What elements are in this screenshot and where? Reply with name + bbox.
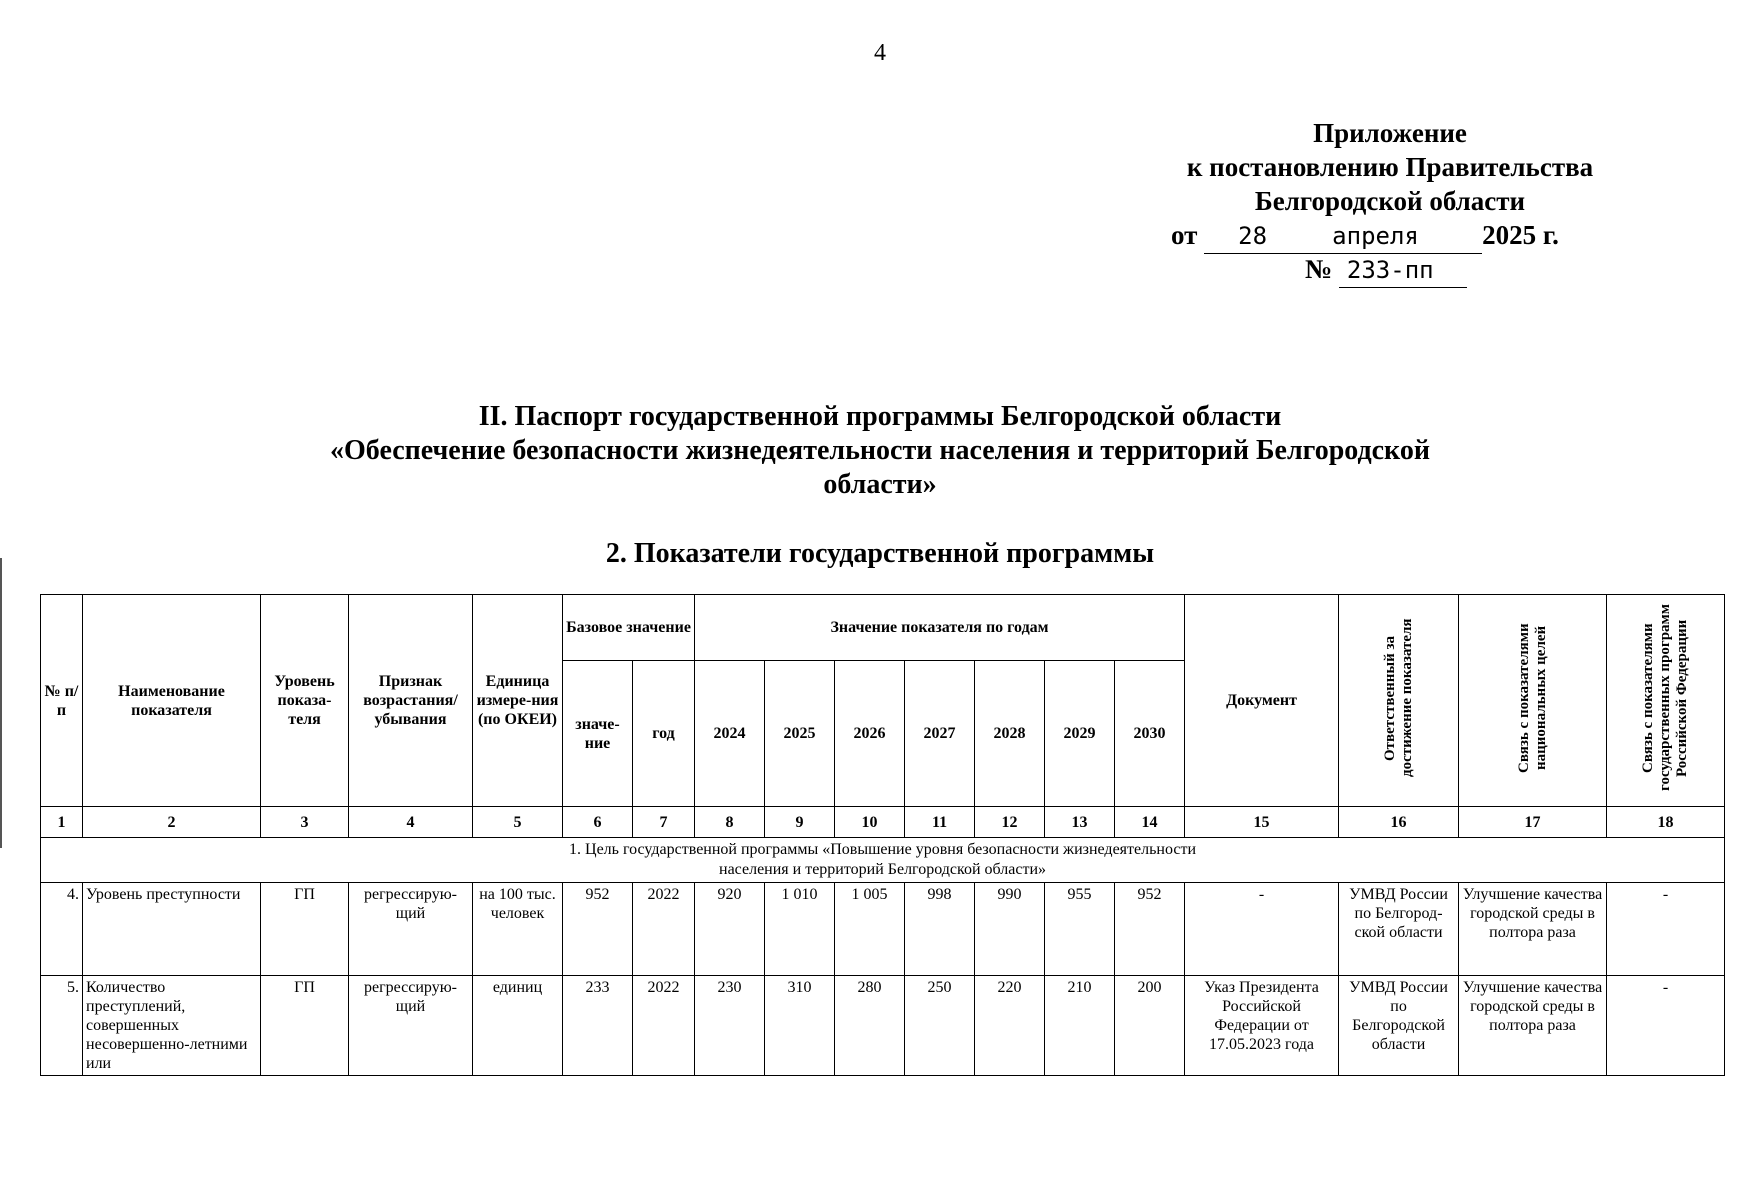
column-number: 16 <box>1339 807 1459 838</box>
number-prefix: № <box>1305 254 1333 284</box>
header-base-value: значе-ние <box>563 661 633 807</box>
row-value-2026: 280 <box>835 976 905 1076</box>
header-year-2024: 2024 <box>695 661 765 807</box>
row-base-year: 2022 <box>633 976 695 1076</box>
column-number: 6 <box>563 807 633 838</box>
column-number-row <box>41 807 1725 838</box>
row-base-value: 233 <box>563 976 633 1076</box>
column-number: 18 <box>1607 807 1725 838</box>
header-base-year: год <box>633 661 695 807</box>
header-year-2027: 2027 <box>905 661 975 807</box>
appendix-line-3: Белгородской области <box>1254 186 1526 216</box>
column-number: 5 <box>473 807 563 838</box>
header-num: № п/п <box>41 595 83 807</box>
row-num: 4. <box>41 883 83 976</box>
appendix-line-2: к постановлению Правительства <box>1186 152 1594 182</box>
row-value-2030: 200 <box>1115 976 1185 1076</box>
section-title-line-3: области» <box>823 469 937 500</box>
header-year-2030: 2030 <box>1115 661 1185 807</box>
column-number: 10 <box>835 807 905 838</box>
date-year: 2025 г. <box>1482 220 1559 250</box>
row-national-goals: Улучшение качества городской среды в полтора раза <box>1459 883 1607 976</box>
row-value-2024: 920 <box>695 883 765 976</box>
header-state-programs-text: Связь с показателями государственных программ Российской Федерации <box>1640 604 1691 792</box>
row-state-programs: - <box>1607 976 1725 1076</box>
header-national-goals-text: Связь с показателями национальных целей <box>1515 623 1549 773</box>
row-level: ГП <box>261 883 349 976</box>
column-number: 9 <box>765 807 835 838</box>
column-number: 1 <box>41 807 83 838</box>
header-year-2025: 2025 <box>765 661 835 807</box>
row-base-year: 2022 <box>633 883 695 976</box>
table-row <box>41 976 1725 1076</box>
row-unit: на 100 тыс. человек <box>473 883 563 976</box>
header-base: Базовое значение <box>563 595 695 661</box>
scan-margin-line <box>0 558 2 848</box>
row-value-2029: 210 <box>1045 976 1115 1076</box>
indicators-table <box>40 594 1725 1076</box>
row-sign: регрессирую-щий <box>349 883 473 976</box>
goal-row <box>41 838 1725 883</box>
row-value-2029: 955 <box>1045 883 1115 976</box>
row-value-2026: 1 005 <box>835 883 905 976</box>
date-prefix: от <box>1171 220 1198 250</box>
column-number: 15 <box>1185 807 1339 838</box>
appendix-title: Приложение <box>1313 118 1467 148</box>
appendix-block <box>1155 116 1625 286</box>
row-num: 5. <box>41 976 83 1076</box>
appendix-date-line <box>1155 218 1625 252</box>
document-number: 233-пп <box>1339 253 1467 288</box>
row-name: Уровень преступности <box>83 883 261 976</box>
header-sign: Признак возрастания/ убывания <box>349 595 473 807</box>
row-responsible: УМВД России по Белгород-ской области <box>1339 883 1459 976</box>
header-name: Наименование показателя <box>83 595 261 807</box>
header-state-programs <box>1607 595 1725 807</box>
row-value-2030: 952 <box>1115 883 1185 976</box>
appendix-number-line <box>1155 252 1625 286</box>
table-subtitle: 2. Показатели государственной программы <box>605 538 1155 569</box>
column-number: 7 <box>633 807 695 838</box>
row-value-2028: 990 <box>975 883 1045 976</box>
header-by-years: Значение показателя по годам <box>695 595 1185 661</box>
column-number: 8 <box>695 807 765 838</box>
row-value-2024: 230 <box>695 976 765 1076</box>
column-number: 13 <box>1045 807 1115 838</box>
date-month: апреля <box>1318 219 1482 254</box>
header-document: Документ <box>1185 595 1339 807</box>
section-title-line-1: II. Паспорт государственной программы Белгородской области <box>478 401 1282 432</box>
row-base-value: 952 <box>563 883 633 976</box>
row-value-2027: 250 <box>905 976 975 1076</box>
row-responsible: УМВД России по Белгородской области <box>1339 976 1459 1076</box>
header-year-2028: 2028 <box>975 661 1045 807</box>
section-title <box>0 400 1760 502</box>
column-number: 17 <box>1459 807 1607 838</box>
row-state-programs: - <box>1607 883 1725 976</box>
row-value-2025: 1 010 <box>765 883 835 976</box>
row-value-2025: 310 <box>765 976 835 1076</box>
goal-line-2: населения и территорий Белгородской области» <box>719 861 1046 878</box>
row-value-2027: 998 <box>905 883 975 976</box>
page-number: 4 <box>874 40 886 66</box>
row-name: Количество преступлений, совершенных несовершенно-летними или <box>83 976 261 1076</box>
table-row <box>41 883 1725 976</box>
row-unit: единиц <box>473 976 563 1076</box>
header-responsible <box>1339 595 1459 807</box>
goal-cell <box>41 838 1725 883</box>
date-day: 28 <box>1204 219 1318 254</box>
column-number: 4 <box>349 807 473 838</box>
column-number: 14 <box>1115 807 1185 838</box>
header-unit: Единица измере-ния (по ОКЕИ) <box>473 595 563 807</box>
header-year-2026: 2026 <box>835 661 905 807</box>
header-responsible-text: Ответственный за достижение показателя <box>1381 618 1415 778</box>
header-row-1 <box>41 595 1725 661</box>
section-title-line-2: «Обеспечение безопасности жизнедеятельности населения и территорий Белгородской <box>330 435 1430 466</box>
column-number: 12 <box>975 807 1045 838</box>
header-level: Уровень показа-теля <box>261 595 349 807</box>
goal-line-1: 1. Цель государственной программы «Повышение уровня безопасности жизнедеятельности <box>569 841 1197 858</box>
column-number: 2 <box>83 807 261 838</box>
row-sign: регрессирую-щий <box>349 976 473 1076</box>
header-national-goals <box>1459 595 1607 807</box>
row-level: ГП <box>261 976 349 1076</box>
row-value-2028: 220 <box>975 976 1045 1076</box>
row-document: Указ Президента Российской Федерации от 17.05.2023 года <box>1185 976 1339 1076</box>
row-document: - <box>1185 883 1339 976</box>
column-number: 11 <box>905 807 975 838</box>
row-national-goals: Улучшение качества городской среды в полтора раза <box>1459 976 1607 1076</box>
column-number: 3 <box>261 807 349 838</box>
header-year-2029: 2029 <box>1045 661 1115 807</box>
